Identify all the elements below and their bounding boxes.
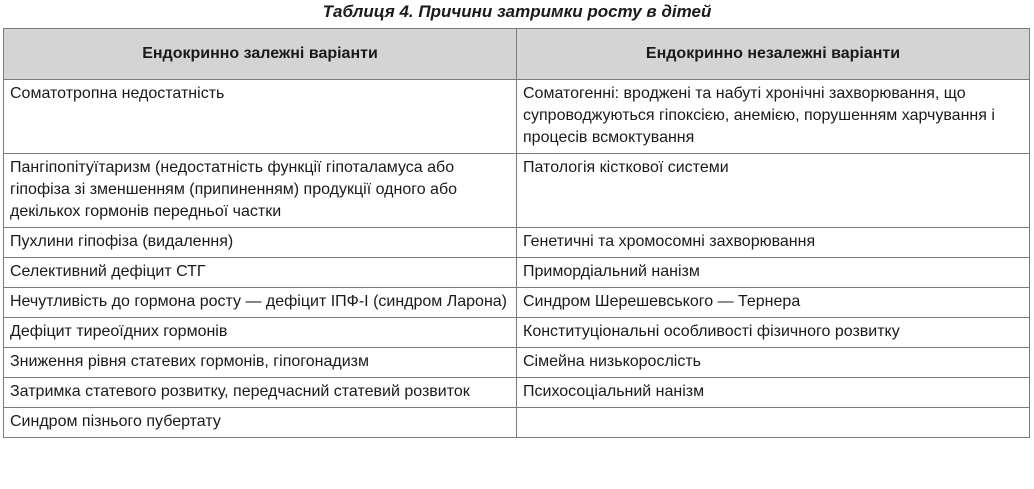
cell-endocrine-dependent: Пухлини гіпофіза (видалення) — [4, 228, 517, 258]
table-row — [4, 378, 1030, 408]
table-row — [4, 228, 1030, 258]
cell-endocrine-dependent: Нечутливість до гормона росту — дефіцит ІПФ-І (синдром Ларона) — [4, 288, 517, 318]
cell-endocrine-dependent: Зниження рівня статевих гормонів, гіпогонадизм — [4, 348, 517, 378]
cell-endocrine-dependent: Селективний дефіцит СТГ — [4, 258, 517, 288]
table-header-row — [4, 29, 1030, 80]
cell-endocrine-independent: Патологія кісткової системи — [517, 154, 1030, 228]
header-endocrine-dependent: Ендокринно залежні варіанти — [4, 29, 517, 80]
table-row — [4, 258, 1030, 288]
cell-endocrine-dependent: Дефіцит тиреоїдних гормонів — [4, 318, 517, 348]
table-row — [4, 318, 1030, 348]
cell-endocrine-dependent: Пангіпопітуїтаризм (недостатність функції гіпоталамуса або гіпофіза зі зменшенням (припиненням) продукції одного або декількох гормонів передньої частки — [4, 154, 517, 228]
cell-endocrine-independent — [517, 408, 1030, 438]
header-endocrine-independent: Ендокринно незалежні варіанти — [517, 29, 1030, 80]
cell-endocrine-dependent: Соматотропна недостатність — [4, 80, 517, 154]
cell-endocrine-dependent: Затримка статевого розвитку, передчасний статевий розвиток — [4, 378, 517, 408]
cell-endocrine-dependent: Синдром пізнього пубертату — [4, 408, 517, 438]
table-row — [4, 408, 1030, 438]
growth-delay-causes-table — [3, 28, 1030, 438]
cell-endocrine-independent: Сімейна низькорослість — [517, 348, 1030, 378]
cell-endocrine-independent: Соматогенні: вроджені та набуті хронічні захворювання, що супроводжуються гіпоксією, анемією, порушенням харчування і процесів всмоктування — [517, 80, 1030, 154]
cell-endocrine-independent: Психосоціальний нанізм — [517, 378, 1030, 408]
cell-endocrine-independent: Генетичні та хромосомні захворювання — [517, 228, 1030, 258]
cell-endocrine-independent: Примордіальний нанізм — [517, 258, 1030, 288]
table-row — [4, 154, 1030, 228]
cell-endocrine-independent: Синдром Шерешевського — Тернера — [517, 288, 1030, 318]
cell-endocrine-independent: Конституціональні особливості фізичного розвитку — [517, 318, 1030, 348]
table-row — [4, 80, 1030, 154]
table-row — [4, 348, 1030, 378]
table-row — [4, 288, 1030, 318]
table-caption: Таблиця 4. Причини затримки росту в дітей — [322, 2, 712, 21]
